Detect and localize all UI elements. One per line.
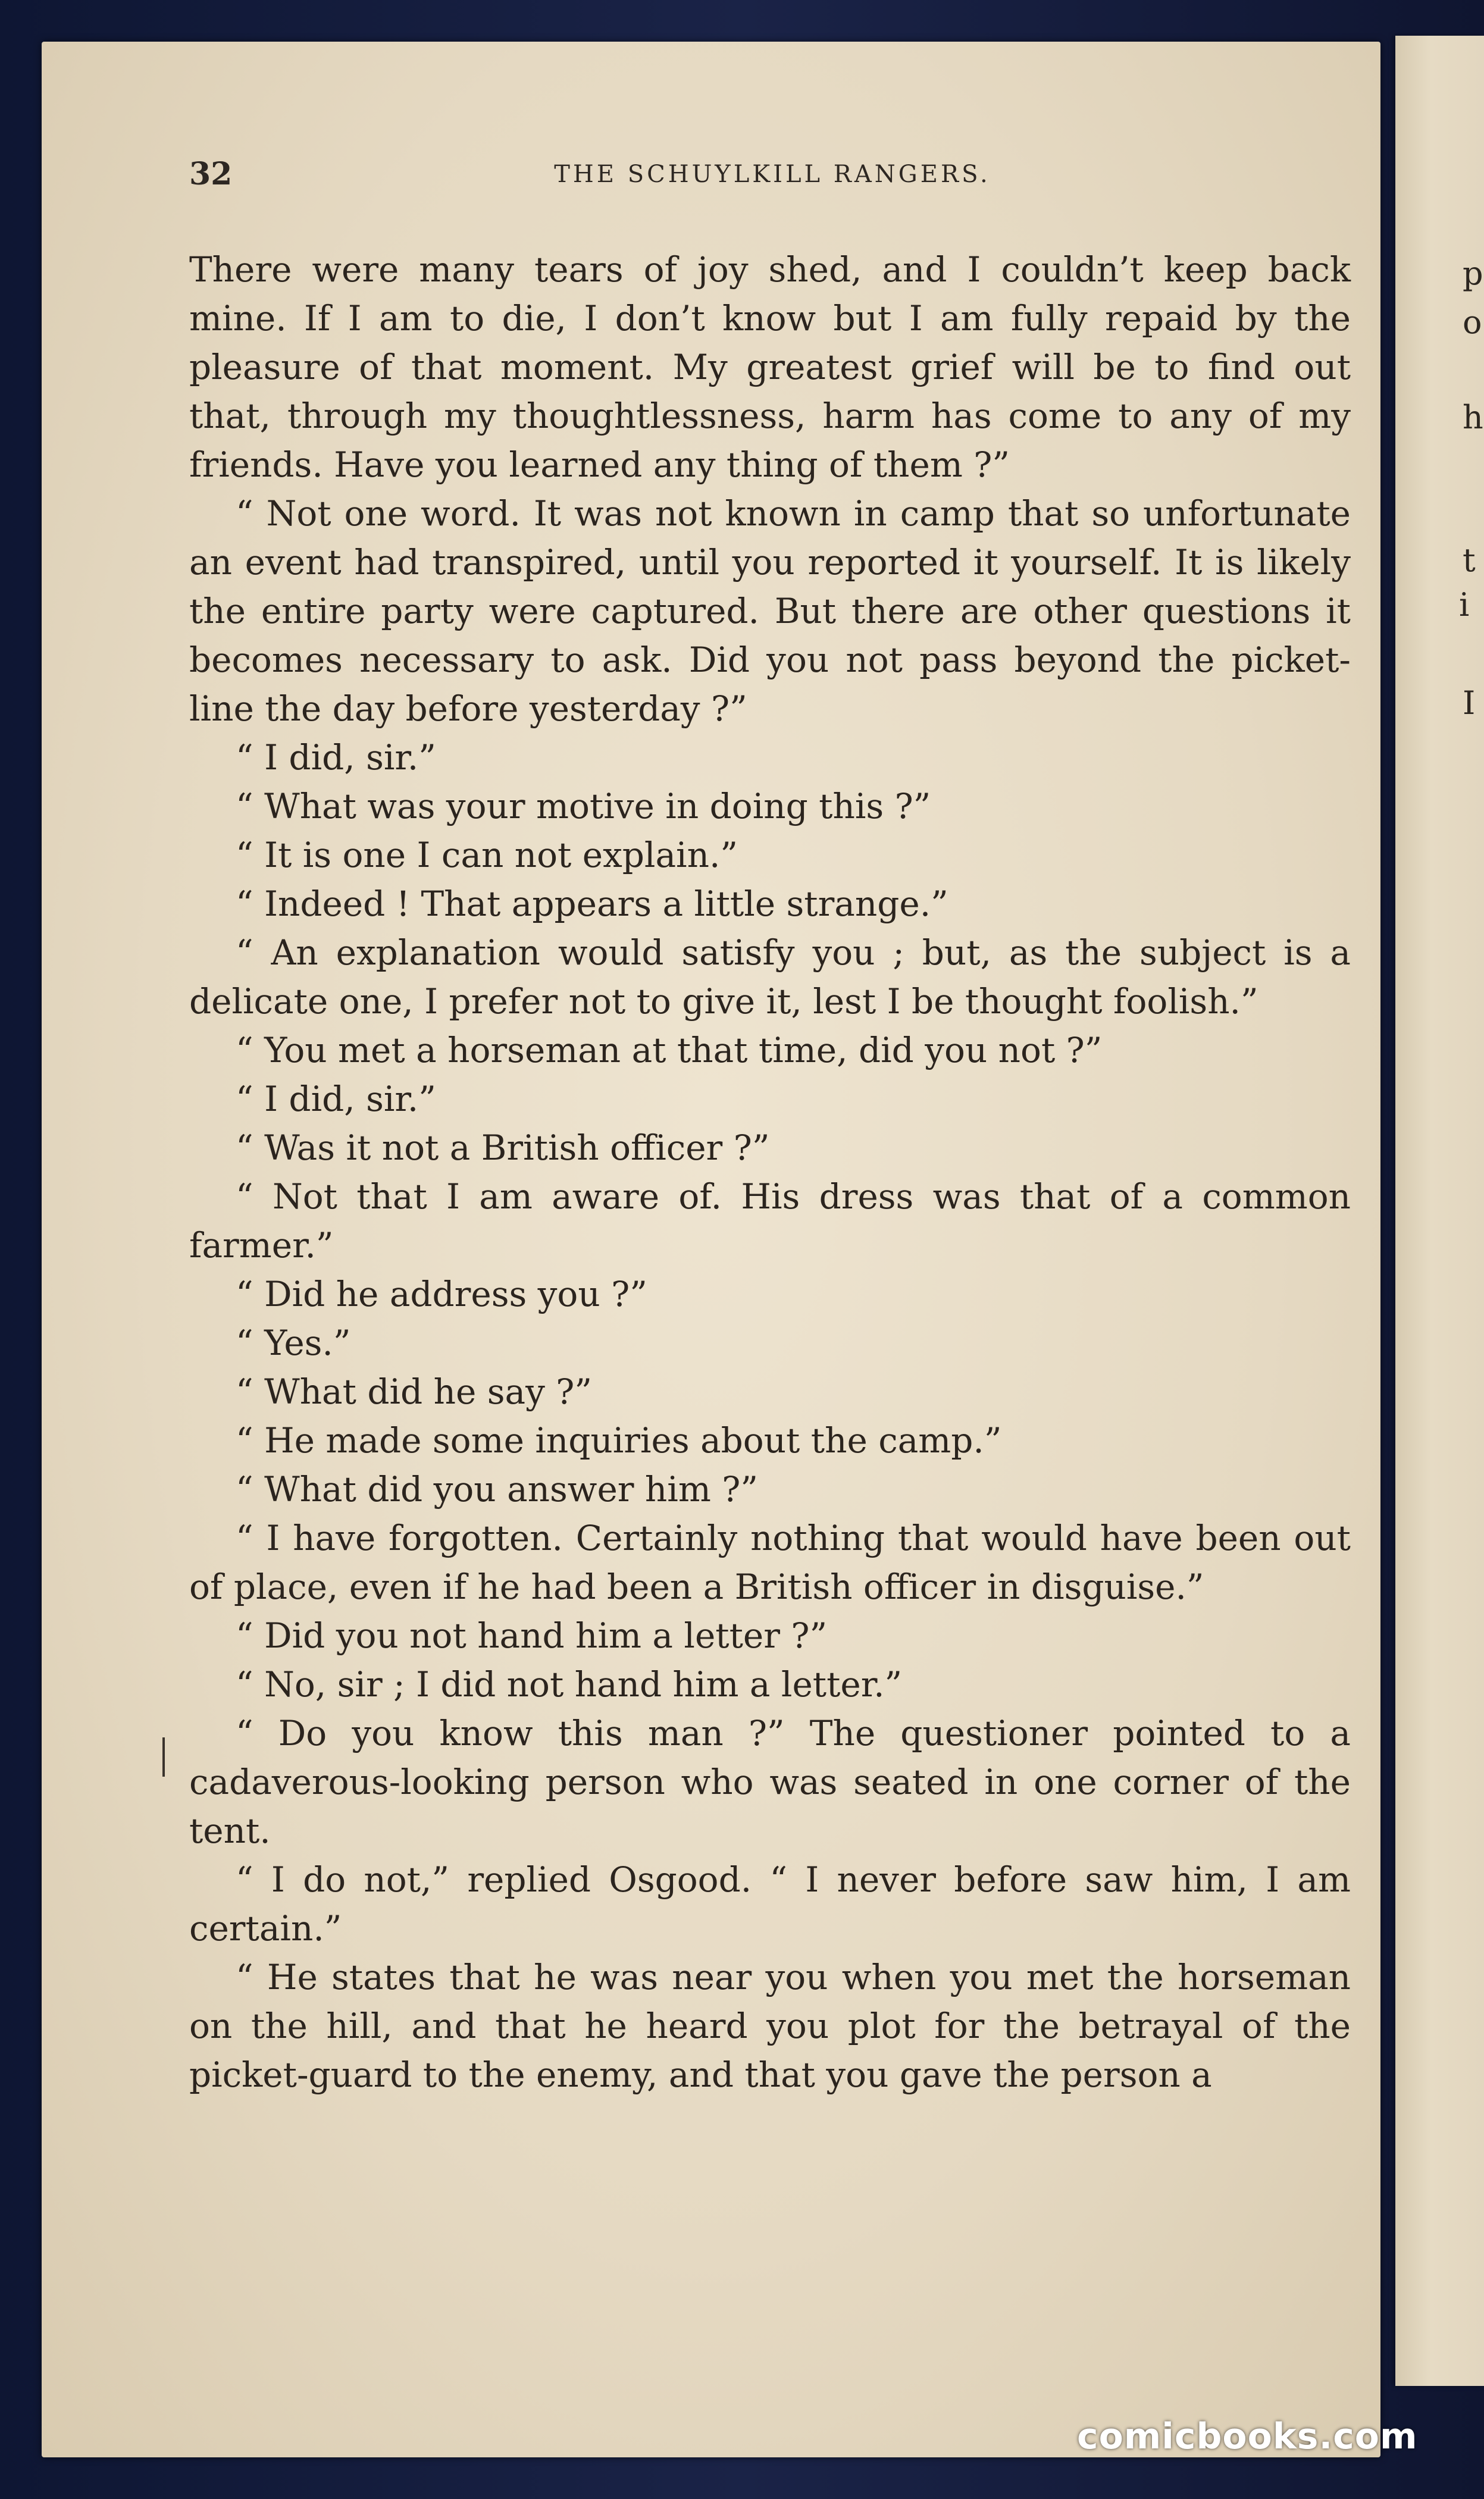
paragraph: “ It is one I can not explain.”: [236, 835, 738, 875]
page-number: 32: [189, 156, 233, 192]
paragraph: “ An explanation would satisfy you ; but, as the subject is a delicate one, I prefer not to give it, lest I be thought foolish.”: [189, 932, 1351, 1022]
paragraph: “ I did, sir.”: [236, 737, 436, 778]
adjacent-page-edge: [1395, 36, 1484, 2386]
adjacent-page-fragment: o: [1463, 303, 1482, 341]
paragraph: “ Indeed ! That appears a little strange.”: [236, 884, 948, 924]
watermark: comicbooks.com: [1077, 2416, 1418, 2457]
paragraph: “ Yes.”: [236, 1323, 351, 1363]
paragraph: “ No, sir ; I did not hand him a letter.”: [236, 1664, 903, 1705]
page-header: [189, 156, 1355, 198]
adjacent-page-fragment: t: [1463, 541, 1476, 579]
paragraph: “ You met a horseman at that time, did you not ?”: [236, 1030, 1103, 1070]
paragraph: “ He states that he was near you when you met the horseman on the hill, and that he heard you plot for the betrayal of the picket-guard to the enemy, and that you gave the person a: [189, 1957, 1351, 2095]
paragraph: “ I did, sir.”: [236, 1079, 436, 1119]
paragraph: “ Not that I am aware of. His dress was that of a common farmer.”: [189, 1176, 1351, 1266]
paragraph: “ What was your motive in doing this ?”: [236, 786, 931, 826]
paragraph: “ Do you know this man ?” The questioner pointed to a cadaverous-looking person who was seated in one corner of the tent.: [189, 1713, 1351, 1851]
adjacent-page-fragment: h: [1463, 399, 1483, 436]
paragraph: “ Did you not hand him a letter ?”: [236, 1615, 828, 1656]
adjacent-page-fragment: i: [1459, 586, 1470, 624]
body-text: [189, 245, 1351, 2099]
paragraph: There were many tears of joy shed, and I couldn’t keep back mine. If I am to die, I don’t know but I am fully repaid by the pleasure of that moment. My greatest grief will be to find out that, through my thoughtlessness, harm has come to any of my friends. Have you learned any thing of them ?”: [189, 249, 1351, 485]
paragraph: “ I do not,” replied Osgood. “ I never before saw him, I am certain.”: [189, 1859, 1351, 1949]
paragraph: “ What did you answer him ?”: [236, 1469, 759, 1510]
adjacent-page-fragment: p: [1463, 255, 1483, 292]
adjacent-page-fragment: I: [1463, 684, 1476, 722]
paragraph: “ Did he address you ?”: [236, 1274, 647, 1314]
paragraph: “ Not one word. It was not known in camp that so unfortunate an event had transpired, until you reported it yourself. It is likely the entire party were captured. But there are other questions it becomes necessary to ask. Did you not pass beyond the picket-line the day before yesterday ?”: [189, 493, 1351, 729]
paragraph: “ I have forgotten. Certainly nothing that would have been out of place, even if he had been a British officer in disguise.”: [189, 1518, 1351, 1607]
paragraph: “ What did he say ?”: [236, 1371, 593, 1412]
running-head: THE SCHUYLKILL RANGERS.: [554, 161, 991, 188]
paragraph: “ He made some inquiries about the camp.”: [236, 1420, 1002, 1461]
paragraph: “ Was it not a British officer ?”: [236, 1128, 770, 1168]
margin-mark: [162, 1737, 165, 1777]
